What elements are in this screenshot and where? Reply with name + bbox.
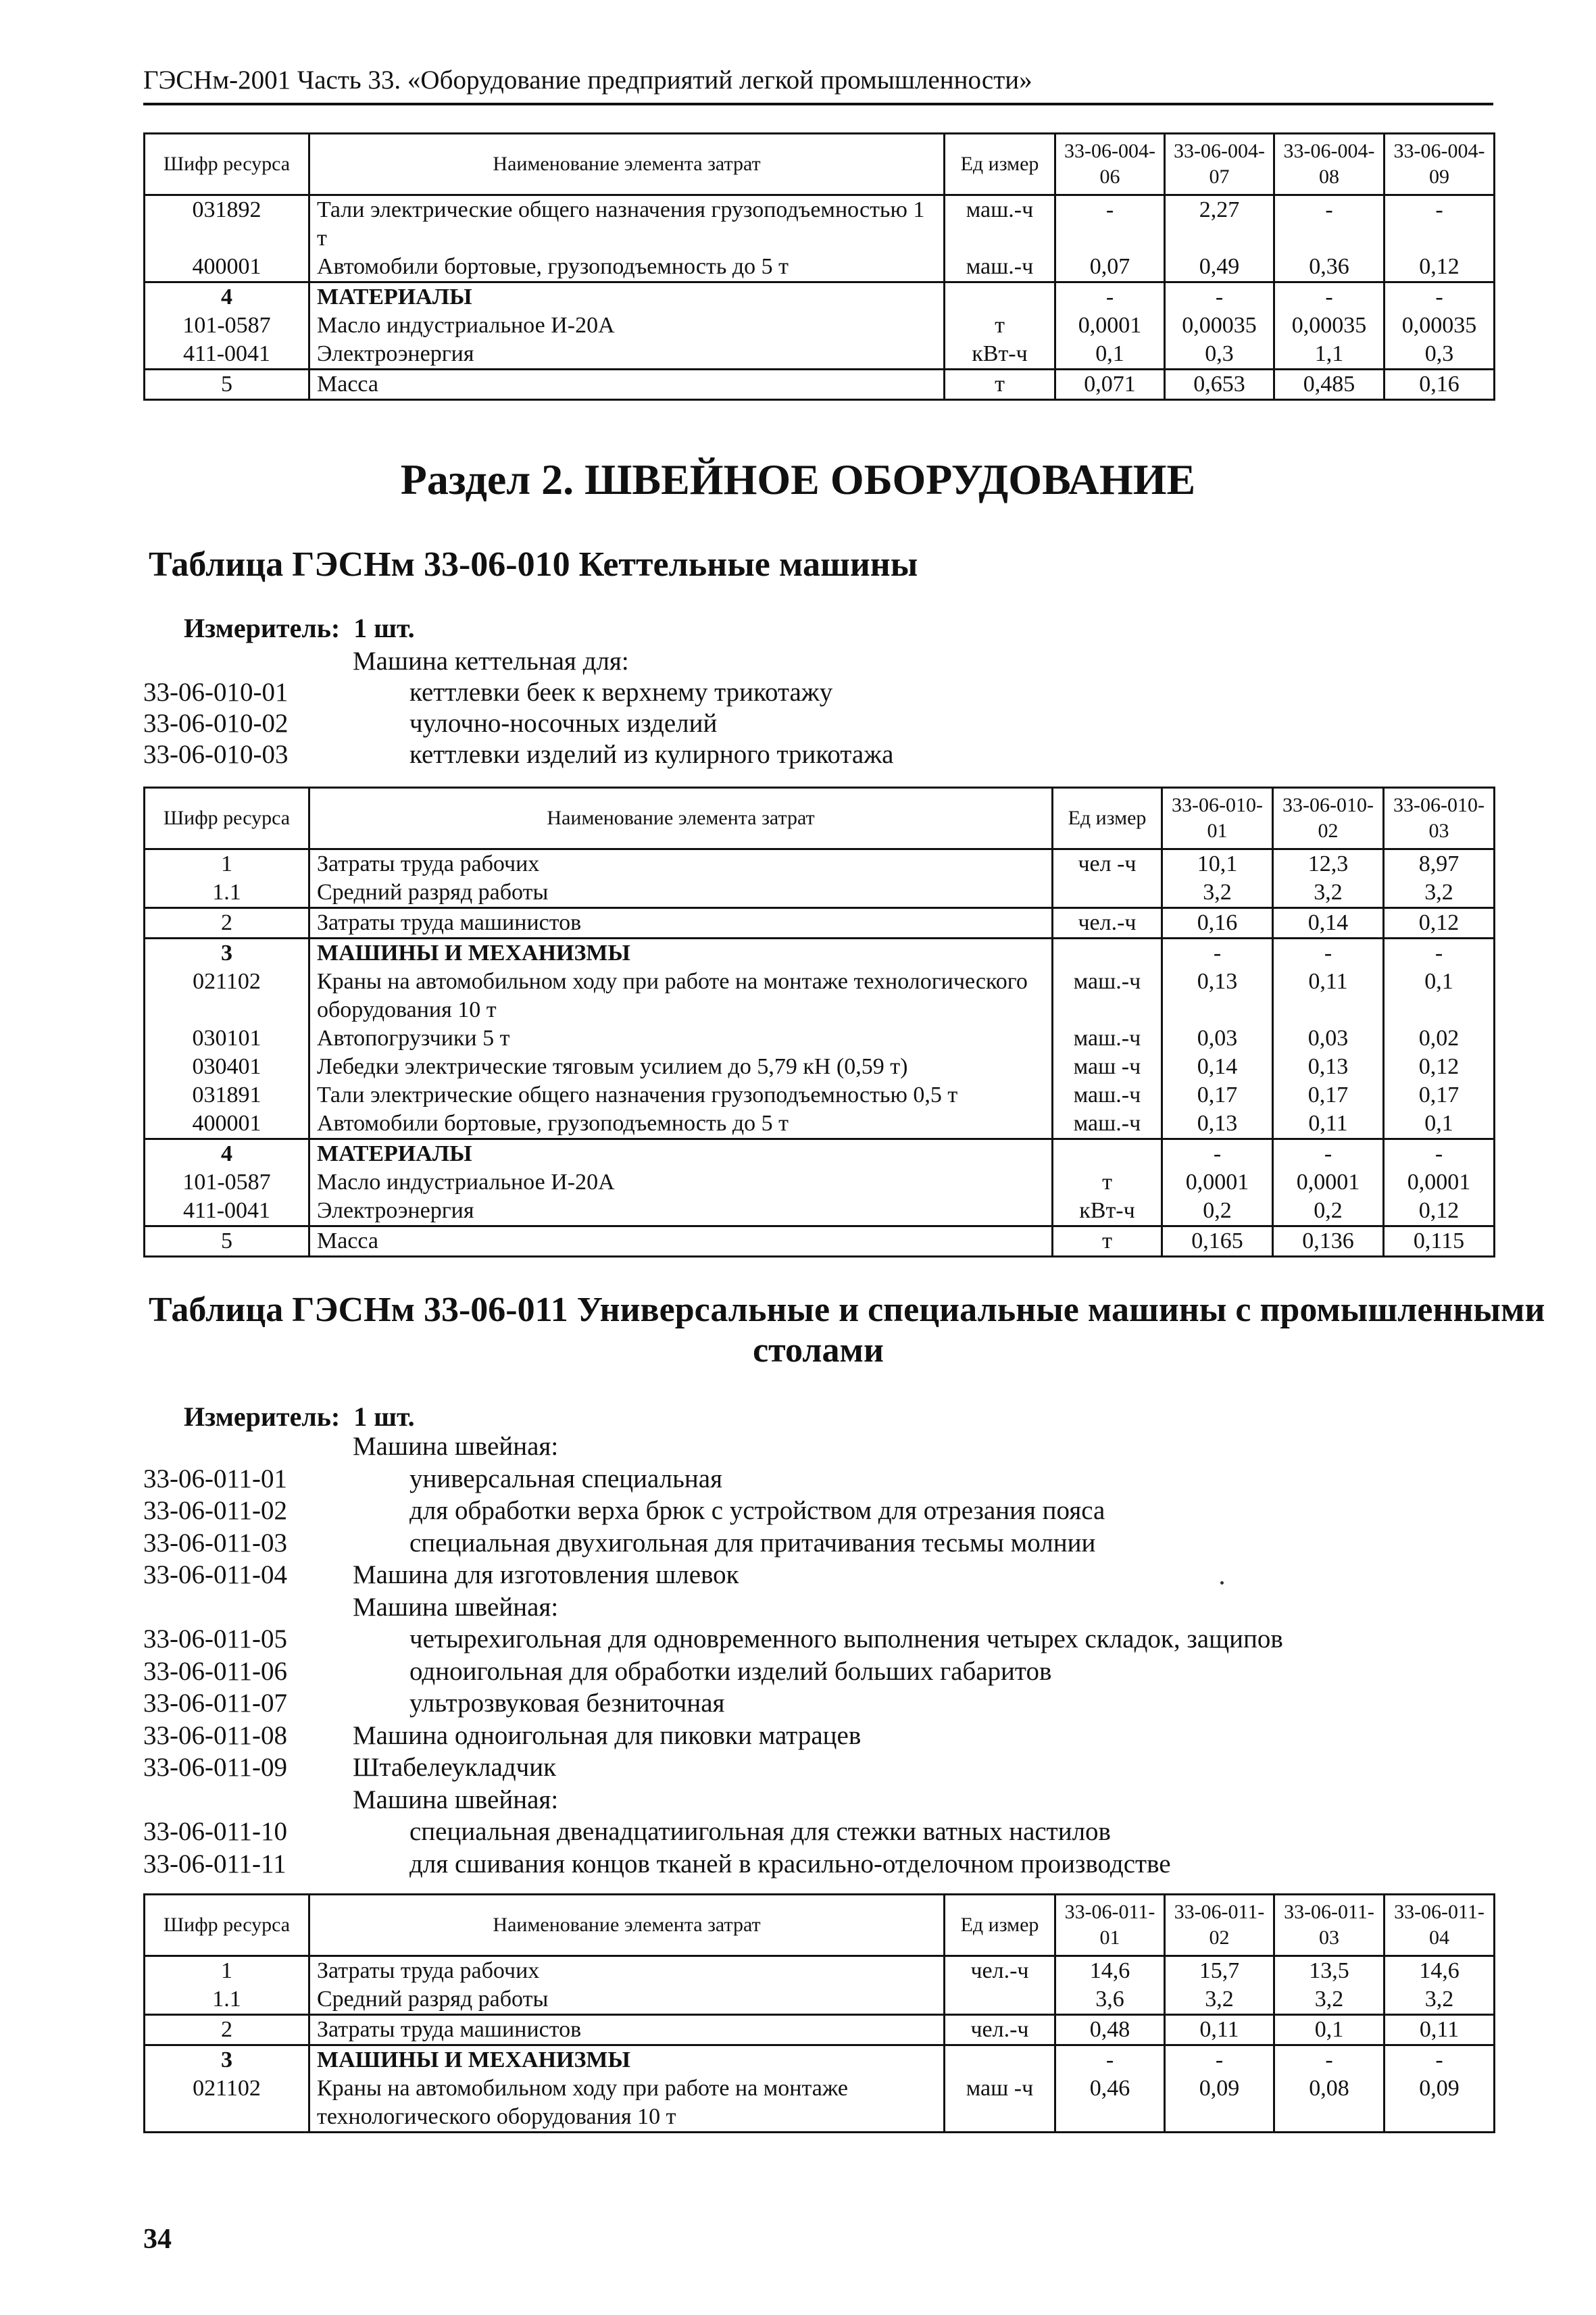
cell-name: Автопогрузчики 5 т bbox=[309, 1024, 1053, 1053]
spec-code: 33-06-011-06 bbox=[143, 1656, 288, 1686]
cell-value: - bbox=[1055, 195, 1165, 253]
cell-value: 0,14 bbox=[1273, 908, 1384, 939]
spec-code: 33-06-011-02 bbox=[143, 1496, 288, 1525]
cell-code: 411-0041 bbox=[145, 1197, 309, 1226]
spec-text: специальная двенадцатиигольная для стежки ватных настилов bbox=[409, 1817, 1111, 1846]
table-row bbox=[145, 908, 1495, 939]
table-row bbox=[145, 1168, 1495, 1197]
spec-code: 33-06-011-07 bbox=[143, 1689, 288, 1718]
table-row bbox=[145, 1197, 1495, 1226]
cell-value: - bbox=[1384, 939, 1495, 968]
table-title-011-line1: Таблица ГЭСНм 33-06-011 Универсальные и специальные машины с промышленными bbox=[149, 1291, 1545, 1329]
cell-code: 2 bbox=[145, 908, 309, 939]
table-row bbox=[145, 2074, 1495, 2133]
cell-value: - bbox=[1055, 282, 1165, 312]
cell-unit: маш.-ч bbox=[945, 195, 1055, 253]
col-header-code: Шифр ресурса bbox=[145, 788, 309, 849]
table-header-row bbox=[145, 1895, 1495, 1956]
spec-text: Машина швейная: bbox=[353, 1432, 559, 1461]
cell-value: 3,2 bbox=[1273, 878, 1384, 908]
table-row bbox=[145, 1956, 1495, 1986]
cell-name: Тали электрические общего назначения грузоподъемностью 0,5 т bbox=[309, 1081, 1053, 1110]
cell-code: 4 bbox=[145, 1139, 309, 1169]
table-row bbox=[145, 195, 1495, 253]
cell-unit: маш.-ч bbox=[1053, 1024, 1162, 1053]
cell-value: 0,12 bbox=[1384, 908, 1495, 939]
table-header-row bbox=[145, 788, 1495, 849]
col-header-rate: 33-06-010-02 bbox=[1273, 788, 1384, 849]
cell-name: Лебедки электрические тяговым усилием до 5,79 кН (0,59 т) bbox=[309, 1053, 1053, 1081]
spec-intro: Машина кеттельная для: bbox=[353, 647, 629, 676]
cell-value: 0,49 bbox=[1165, 253, 1274, 282]
col-header-rate: 33-06-010-01 bbox=[1162, 788, 1273, 849]
spec-code: 33-06-011-10 bbox=[143, 1817, 288, 1846]
spec-code: 33-06-010-03 bbox=[143, 740, 289, 769]
spec-text: Машина швейная: bbox=[353, 1592, 559, 1622]
table-row bbox=[145, 1139, 1495, 1169]
cell-name: Масло индустриальное И-20А bbox=[309, 312, 945, 340]
table-row bbox=[145, 253, 1495, 282]
table-row bbox=[145, 1110, 1495, 1139]
cell-name: Электроэнергия bbox=[309, 1197, 1053, 1226]
cell-value: 1,1 bbox=[1274, 340, 1385, 370]
cell-unit: маш.-ч bbox=[1053, 968, 1162, 1024]
cell-value: 0,1 bbox=[1055, 340, 1165, 370]
cell-value: 0,03 bbox=[1273, 1024, 1384, 1053]
cell-value: - bbox=[1273, 1139, 1384, 1169]
spec-text: кеттлевки беек к верхнему трикотажу bbox=[409, 678, 833, 707]
cell-value: - bbox=[1274, 282, 1385, 312]
cell-name: Автомобили бортовые, грузоподъемность до 5 т bbox=[309, 1110, 1053, 1139]
cell-unit bbox=[1053, 878, 1162, 908]
cell-name: Краны на автомобильном ходу при работе на монтаже технологического оборудования 10 т bbox=[309, 968, 1053, 1024]
col-header-code: Шифр ресурса bbox=[145, 134, 309, 195]
spec-code: 33-06-010-02 bbox=[143, 709, 289, 738]
col-header-rate: 33-06-011-01 bbox=[1055, 1895, 1165, 1956]
cell-value: - bbox=[1055, 2045, 1165, 2075]
cell-name: Средний разряд работы bbox=[309, 878, 1053, 908]
cell-value: 0,2 bbox=[1162, 1197, 1273, 1226]
cell-value: 15,7 bbox=[1165, 1956, 1274, 1986]
table-row bbox=[145, 370, 1495, 400]
cell-value: 3,2 bbox=[1384, 878, 1495, 908]
col-header-rate: 33-06-004-09 bbox=[1385, 134, 1495, 195]
cell-value: 2,27 bbox=[1165, 195, 1274, 253]
scan-speck bbox=[1220, 1581, 1224, 1585]
cell-value: 0,071 bbox=[1055, 370, 1165, 400]
cell-value: 0,12 bbox=[1384, 1197, 1495, 1226]
table-row bbox=[145, 340, 1495, 370]
cell-value: - bbox=[1274, 2045, 1385, 2075]
table-title-010: Таблица ГЭСНм 33-06-010 Кеттельные машины bbox=[149, 545, 918, 584]
cell-unit bbox=[945, 2045, 1055, 2075]
table-row bbox=[145, 2045, 1495, 2075]
col-header-rate: 33-06-004-06 bbox=[1055, 134, 1165, 195]
table-row bbox=[145, 1081, 1495, 1110]
cell-name: Тали электрические общего назначения грузоподъемностью 1 т bbox=[309, 195, 945, 253]
spec-text: универсальная специальная bbox=[409, 1464, 723, 1493]
cell-code: 3 bbox=[145, 2045, 309, 2075]
meter-label: Измеритель: bbox=[184, 1401, 341, 1432]
cell-code: 1.1 bbox=[145, 878, 309, 908]
cell-unit: маш -ч bbox=[1053, 1053, 1162, 1081]
spec-code: 33-06-011-11 bbox=[143, 1849, 286, 1878]
cell-value: 0,11 bbox=[1165, 2015, 1274, 2045]
cell-name: Масло индустриальное И-20А bbox=[309, 1168, 1053, 1197]
cell-value: 0,17 bbox=[1273, 1081, 1384, 1110]
spec-text: Машина для изготовления шлевок bbox=[353, 1560, 739, 1589]
cell-unit: чел.-ч bbox=[945, 2015, 1055, 2045]
cell-value: 0,16 bbox=[1385, 370, 1495, 400]
cell-value: 0,0001 bbox=[1162, 1168, 1273, 1197]
spec-text: одноигольная для обработки изделий больших габаритов bbox=[409, 1656, 1052, 1686]
cell-value: 0,0001 bbox=[1273, 1168, 1384, 1197]
cell-name: МАШИНЫ И МЕХАНИЗМЫ bbox=[309, 939, 1053, 968]
cell-value: 0,46 bbox=[1055, 2074, 1165, 2133]
cell-code: 031892 bbox=[145, 195, 309, 253]
cell-code: 400001 bbox=[145, 1110, 309, 1139]
cell-value: 8,97 bbox=[1384, 849, 1495, 879]
cell-name: Масса bbox=[309, 370, 945, 400]
table-row bbox=[145, 1024, 1495, 1053]
cell-value: - bbox=[1274, 195, 1385, 253]
cell-value: - bbox=[1165, 282, 1274, 312]
cell-value: 3,2 bbox=[1385, 1985, 1495, 2015]
cell-unit: маш.-ч bbox=[1053, 1110, 1162, 1139]
cell-value: 0,0001 bbox=[1384, 1168, 1495, 1197]
cell-unit: т bbox=[945, 370, 1055, 400]
meter-value: 1 шт. bbox=[353, 613, 415, 643]
cell-value: 0,12 bbox=[1384, 1053, 1495, 1081]
cell-value: 14,6 bbox=[1385, 1956, 1495, 1986]
cell-code: 4 bbox=[145, 282, 309, 312]
cell-value: - bbox=[1385, 282, 1495, 312]
cell-value: 0,11 bbox=[1385, 2015, 1495, 2045]
cell-value: 3,2 bbox=[1162, 878, 1273, 908]
cell-value: 0,17 bbox=[1162, 1081, 1273, 1110]
spec-code: 33-06-011-08 bbox=[143, 1720, 288, 1750]
cell-value: 0,11 bbox=[1273, 968, 1384, 1024]
cell-name: Затраты труда рабочих bbox=[309, 849, 1053, 879]
spec-text: для сшивания концов тканей в красильно-отделочном производстве bbox=[409, 1849, 1171, 1878]
cell-value: 0,09 bbox=[1385, 2074, 1495, 2133]
cell-value: - bbox=[1165, 2045, 1274, 2075]
cell-value: 0,13 bbox=[1273, 1053, 1384, 1081]
cell-value: 0,3 bbox=[1165, 340, 1274, 370]
cell-name: Затраты труда машинистов bbox=[309, 2015, 945, 2045]
table-row bbox=[145, 849, 1495, 879]
meter-value: 1 шт. bbox=[353, 1401, 415, 1432]
col-header-rate: 33-06-011-03 bbox=[1274, 1895, 1385, 1956]
cell-value: 0,0001 bbox=[1055, 312, 1165, 340]
cell-value: 0,09 bbox=[1165, 2074, 1274, 2133]
table-row bbox=[145, 2015, 1495, 2045]
spec-text: четырехигольная для одновременного выполнения четырех складок, защипов bbox=[409, 1624, 1283, 1653]
cell-value: 0,11 bbox=[1273, 1110, 1384, 1139]
cell-code: 031891 bbox=[145, 1081, 309, 1110]
cell-value: 13,5 bbox=[1274, 1956, 1385, 1986]
table-row bbox=[145, 312, 1495, 340]
cell-code: 5 bbox=[145, 1226, 309, 1257]
cell-unit bbox=[945, 282, 1055, 312]
table-row bbox=[145, 878, 1495, 908]
cell-value: 3,2 bbox=[1274, 1985, 1385, 2015]
cell-value: 0,07 bbox=[1055, 253, 1165, 282]
spec-code: 33-06-011-05 bbox=[143, 1624, 288, 1653]
cell-value: 0,12 bbox=[1385, 253, 1495, 282]
table-row bbox=[145, 1985, 1495, 2015]
cell-code: 3 bbox=[145, 939, 309, 968]
cell-value: 0,08 bbox=[1274, 2074, 1385, 2133]
cell-unit: чел.-ч bbox=[945, 1956, 1055, 1986]
col-header-unit: Ед измер bbox=[945, 134, 1055, 195]
cell-unit: маш.-ч bbox=[945, 253, 1055, 282]
cell-name: Затраты труда рабочих bbox=[309, 1956, 945, 1986]
cell-name: Электроэнергия bbox=[309, 340, 945, 370]
cell-value: 0,00035 bbox=[1274, 312, 1385, 340]
col-header-rate: 33-06-011-02 bbox=[1165, 1895, 1274, 1956]
cell-value: 0,16 bbox=[1162, 908, 1273, 939]
cell-value: - bbox=[1162, 939, 1273, 968]
cell-value: 0,653 bbox=[1165, 370, 1274, 400]
cell-code: 101-0587 bbox=[145, 312, 309, 340]
cell-unit: чел.-ч bbox=[1053, 908, 1162, 939]
running-header: ГЭСНм-2001 Часть 33. «Оборудование предприятий легкой промышленности» bbox=[143, 66, 1032, 95]
table-title-011-line2: столами bbox=[753, 1331, 884, 1370]
cost-table-top bbox=[143, 132, 1495, 401]
cell-value: - bbox=[1162, 1139, 1273, 1169]
section-title: Раздел 2. ШВЕЙНОЕ ОБОРУДОВАНИЕ bbox=[400, 455, 1196, 503]
cell-unit: т bbox=[945, 312, 1055, 340]
spec-code: 33-06-011-09 bbox=[143, 1753, 288, 1782]
cell-value: 0,13 bbox=[1162, 1110, 1273, 1139]
col-header-unit: Ед измер bbox=[945, 1895, 1055, 1956]
cell-value: 0,02 bbox=[1384, 1024, 1495, 1053]
cell-value: 0,1 bbox=[1384, 968, 1495, 1024]
spec-code: 33-06-011-03 bbox=[143, 1528, 288, 1558]
cell-value: 0,485 bbox=[1274, 370, 1385, 400]
meter-010 bbox=[184, 612, 415, 645]
cell-name: Затраты труда машинистов bbox=[309, 908, 1053, 939]
spec-text: Машина одноигольная для пиковки матрацев bbox=[353, 1720, 862, 1750]
cell-value: - bbox=[1384, 1139, 1495, 1169]
cell-unit: кВт-ч bbox=[1053, 1197, 1162, 1226]
meter-label: Измеритель: bbox=[184, 613, 341, 643]
cell-value: 10,1 bbox=[1162, 849, 1273, 879]
cell-code: 030101 bbox=[145, 1024, 309, 1053]
cell-unit: чел -ч bbox=[1053, 849, 1162, 879]
cell-code: 1 bbox=[145, 1956, 309, 1986]
cell-value: 0,3 bbox=[1385, 340, 1495, 370]
cell-value: 3,6 bbox=[1055, 1985, 1165, 2015]
spec-text: для обработки верха брюк с устройством для отрезания пояса bbox=[409, 1496, 1105, 1525]
cell-name: МАТЕРИАЛЫ bbox=[309, 1139, 1053, 1169]
header-rule bbox=[143, 103, 1493, 105]
col-header-rate: 33-06-010-03 bbox=[1384, 788, 1495, 849]
table-row bbox=[145, 968, 1495, 1024]
cell-value: 0,00035 bbox=[1165, 312, 1274, 340]
cell-value: - bbox=[1385, 2045, 1495, 2075]
cell-value: 12,3 bbox=[1273, 849, 1384, 879]
cell-unit: маш.-ч bbox=[1053, 1081, 1162, 1110]
page-number: 34 bbox=[143, 2224, 172, 2255]
spec-code: 33-06-011-01 bbox=[143, 1464, 288, 1493]
spec-text: Штабелеукладчик bbox=[353, 1753, 557, 1782]
cell-code: 101-0587 bbox=[145, 1168, 309, 1197]
cell-value: 14,6 bbox=[1055, 1956, 1165, 1986]
table-row bbox=[145, 1053, 1495, 1081]
cell-name: Средний разряд работы bbox=[309, 1985, 945, 2015]
spec-text: чулочно-носочных изделий bbox=[409, 709, 718, 738]
table-row bbox=[145, 939, 1495, 968]
spec-text: специальная двухигольная для притачивания тесьмы молнии bbox=[409, 1528, 1096, 1558]
cell-code: 021102 bbox=[145, 2074, 309, 2133]
cell-code: 400001 bbox=[145, 253, 309, 282]
spec-list-011 bbox=[0, 1431, 1596, 1884]
spec-text: ультрозвуковая безниточная bbox=[409, 1689, 725, 1718]
cell-code: 5 bbox=[145, 370, 309, 400]
cell-unit: кВт-ч bbox=[945, 340, 1055, 370]
cell-code: 030401 bbox=[145, 1053, 309, 1081]
cell-name: Краны на автомобильном ходу при работе на монтаже технологического оборудования 10 т bbox=[309, 2074, 945, 2133]
table-header-row bbox=[145, 134, 1495, 195]
cost-table-011 bbox=[143, 1893, 1495, 2133]
cell-value: - bbox=[1273, 939, 1384, 968]
cell-value: 0,48 bbox=[1055, 2015, 1165, 2045]
cell-value: 0,13 bbox=[1162, 968, 1273, 1024]
col-header-name: Наименование элемента затрат bbox=[309, 134, 945, 195]
col-header-rate: 33-06-011-04 bbox=[1385, 1895, 1495, 1956]
cell-code: 021102 bbox=[145, 968, 309, 1024]
meter-011 bbox=[184, 1400, 415, 1434]
cell-value: 0,00035 bbox=[1385, 312, 1495, 340]
cell-value: 0,1 bbox=[1274, 2015, 1385, 2045]
cell-unit: маш -ч bbox=[945, 2074, 1055, 2133]
col-header-unit: Ед измер bbox=[1053, 788, 1162, 849]
cell-value: 0,2 bbox=[1273, 1197, 1384, 1226]
cell-value: 0,03 bbox=[1162, 1024, 1273, 1053]
col-header-name: Наименование элемента затрат bbox=[309, 1895, 945, 1956]
cell-value: 0,1 bbox=[1384, 1110, 1495, 1139]
cell-value: 0,115 bbox=[1384, 1226, 1495, 1257]
cost-table-010 bbox=[143, 787, 1495, 1258]
cell-name: Автомобили бортовые, грузоподъемность до 5 т bbox=[309, 253, 945, 282]
col-header-rate: 33-06-004-07 bbox=[1165, 134, 1274, 195]
cell-code: 1.1 bbox=[145, 1985, 309, 2015]
cell-unit bbox=[1053, 1139, 1162, 1169]
cell-value: 3,2 bbox=[1165, 1985, 1274, 2015]
cell-code: 2 bbox=[145, 2015, 309, 2045]
table-row bbox=[145, 1226, 1495, 1257]
spec-code: 33-06-010-01 bbox=[143, 678, 289, 707]
cell-name: Масса bbox=[309, 1226, 1053, 1257]
cell-value: 0,14 bbox=[1162, 1053, 1273, 1081]
cell-name: МАТЕРИАЛЫ bbox=[309, 282, 945, 312]
cell-unit bbox=[1053, 939, 1162, 968]
spec-list-010 bbox=[0, 646, 1596, 774]
cell-code: 411-0041 bbox=[145, 340, 309, 370]
cell-unit: т bbox=[1053, 1226, 1162, 1257]
cell-value: 0,165 bbox=[1162, 1226, 1273, 1257]
cell-value: 0,36 bbox=[1274, 253, 1385, 282]
spec-code: 33-06-011-04 bbox=[143, 1560, 288, 1589]
col-header-code: Шифр ресурса bbox=[145, 1895, 309, 1956]
cell-value: 0,17 bbox=[1384, 1081, 1495, 1110]
cell-code: 1 bbox=[145, 849, 309, 879]
cell-value: - bbox=[1385, 195, 1495, 253]
cell-unit: т bbox=[1053, 1168, 1162, 1197]
cell-name: МАШИНЫ И МЕХАНИЗМЫ bbox=[309, 2045, 945, 2075]
cell-value: 0,136 bbox=[1273, 1226, 1384, 1257]
spec-text: Машина швейная: bbox=[353, 1785, 559, 1814]
cell-unit bbox=[945, 1985, 1055, 2015]
col-header-name: Наименование элемента затрат bbox=[309, 788, 1053, 849]
table-row bbox=[145, 282, 1495, 312]
col-header-rate: 33-06-004-08 bbox=[1274, 134, 1385, 195]
spec-text: кеттлевки изделий из кулирного трикотажа bbox=[409, 740, 894, 769]
